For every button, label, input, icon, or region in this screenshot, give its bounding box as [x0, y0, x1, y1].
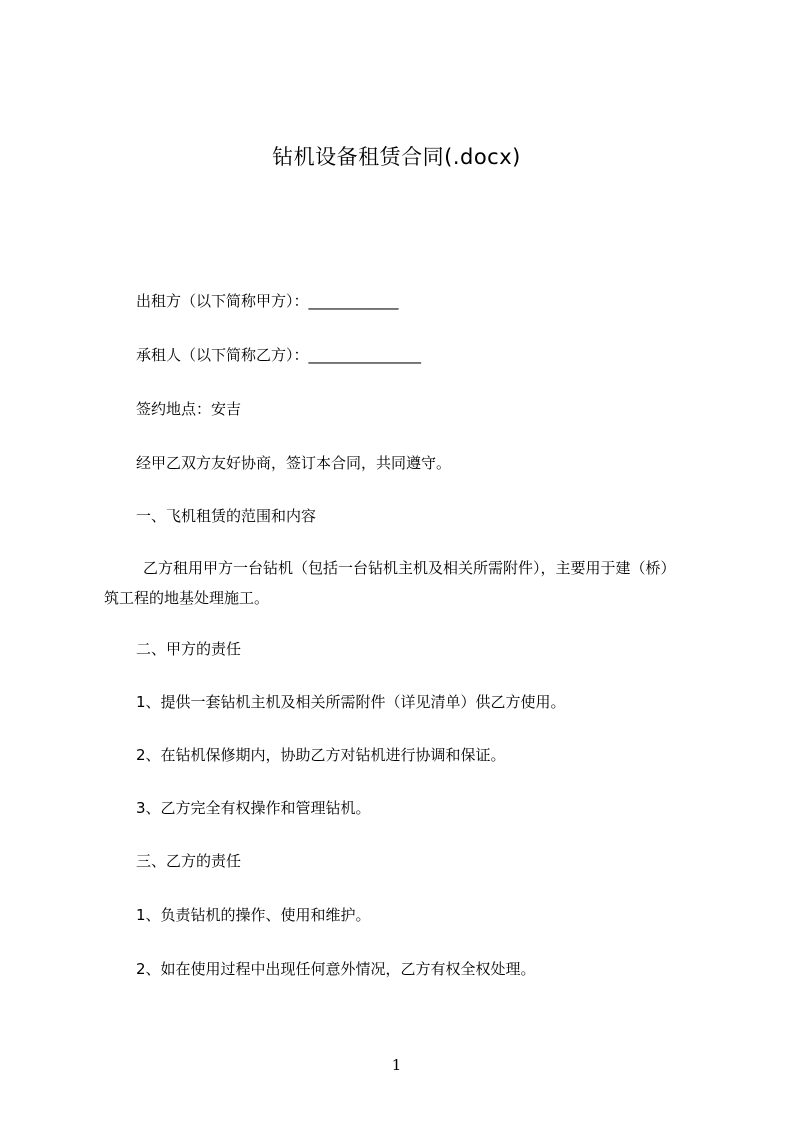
lessee-line: 承租人（以下简称乙方）：_______________	[136, 346, 422, 364]
page-number: 1	[391, 1056, 402, 1074]
section3-heading: 三、乙方的责任	[136, 852, 242, 870]
section3-item2: 2、如在使用过程中出现任何意外情况，乙方有权全权处理。	[136, 960, 536, 978]
section1-heading: 一、飞机租赁的范围和内容	[136, 507, 317, 525]
section3-item1: 1、负责钻机的操作、使用和维护。	[136, 906, 371, 924]
intro-paragraph: 经甲乙双方友好协商，签订本合同，共同遵守。	[136, 454, 452, 472]
section1-body	[104, 553, 684, 613]
signing-place: 签约地点：安吉	[136, 400, 242, 418]
lessor-line: 出租方（以下简称甲方）：____________	[136, 292, 399, 310]
section2-heading: 二、甲方的责任	[136, 640, 242, 658]
section2-item2: 2、在钻机保修期内，协助乙方对钻机进行协调和保证。	[136, 746, 506, 764]
section2-item1: 1、提供一套钻机主机及相关所需附件（详见清单）供乙方使用。	[136, 693, 566, 711]
section1-body-line1: 乙方租用甲方一台钻机（包括一台钻机主机及相关所需附件），主要用于建（桥）	[143, 559, 676, 577]
document-title: 钻机设备租赁合同(.docx)	[272, 145, 521, 169]
section2-item3: 3、乙方完全有权操作和管理钻机。	[136, 799, 371, 817]
section1-body-line2: 筑工程的地基处理施工。	[104, 589, 270, 607]
